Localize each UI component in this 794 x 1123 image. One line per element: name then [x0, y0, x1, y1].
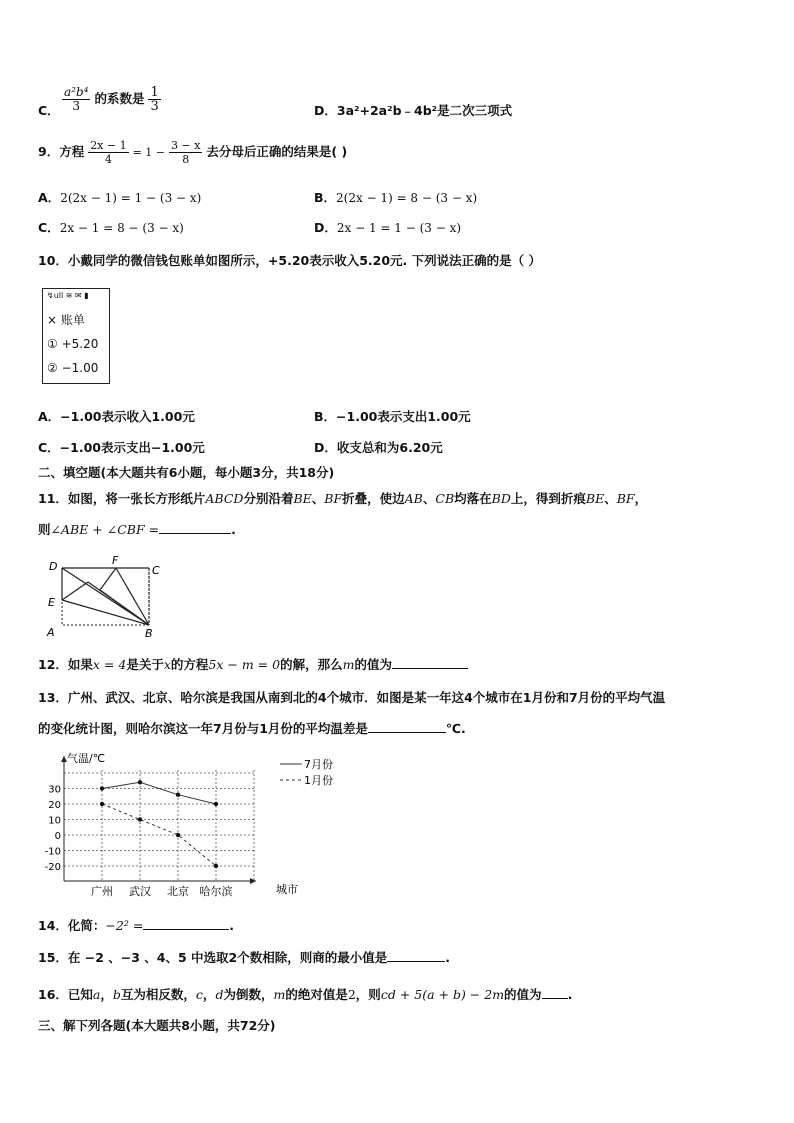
data-point	[214, 864, 218, 868]
q14-answer-blank[interactable]	[143, 929, 229, 930]
label-b: B	[145, 627, 153, 640]
legend-label: 7月份	[304, 758, 333, 771]
q11-line2: 则∠ABE + ∠CBF = .	[38, 522, 236, 537]
section3-heading: 三、解下列各题(本大题共8小题，共72分)	[38, 1018, 276, 1033]
q8-option-d: D．3a²+2a²b﹣4b²是二次三项式	[314, 103, 513, 118]
y-tick-label: 20	[48, 800, 61, 811]
q16-stem: 16．已知a，b互为相反数，c，d为倒数，m的绝对值是2，则cd + 5(a + b) − 2m的值为 .	[38, 987, 573, 1002]
q9-fraction1-denominator: 4	[104, 153, 112, 166]
legend-label: 1月份	[304, 774, 333, 787]
x-axis-label: 城市	[276, 883, 298, 896]
q10-option-d: D．收支总和为6.20元	[314, 440, 443, 455]
q8-option-c	[62, 86, 161, 113]
q8-d-text: 3a²+2a²b﹣4b²是二次三项式	[336, 103, 513, 118]
q9-fraction2-denominator: 8	[182, 153, 190, 166]
y-tick-label: -20	[44, 862, 61, 873]
q13-answer-blank[interactable]	[368, 732, 446, 733]
label-c: C	[152, 564, 160, 577]
y-tick-label: 0	[54, 831, 61, 842]
x-tick-label: 广州	[91, 885, 113, 898]
y-axis-label: 气温/℃	[67, 752, 106, 765]
y-tick-label: -10	[44, 846, 61, 858]
data-point	[100, 802, 104, 806]
wallet-item-expense: ② −1.00	[47, 361, 99, 375]
data-point	[214, 802, 218, 806]
wallet-bill-figure	[42, 288, 110, 384]
q10-option-c: C．−1.00表示支出−1.00元	[38, 440, 205, 455]
x-axis-arrow	[250, 878, 256, 884]
x-tick-label: 武汉	[129, 885, 151, 898]
data-point	[138, 817, 142, 821]
q9-fraction2-numerator: 3 − x	[171, 139, 201, 152]
q13-line2: 的变化统计图，则哈尔滨这一年7月份与1月份的平均温差是 ℃.	[38, 721, 466, 736]
q8-c-value-numerator: 1	[150, 85, 159, 100]
q11-answer-blank[interactable]	[159, 533, 231, 534]
q10-option-a: A．−1.00表示收入1.00元	[38, 409, 195, 424]
q11-line1: 11．如图，将一张长方形纸片ABCD分别沿着BE、BF折叠，使边AB、CB均落在BD上，得到折痕BE、BF，	[38, 491, 648, 506]
q8-c-text: 的系数是	[94, 91, 145, 106]
series-line-1	[102, 782, 216, 804]
q8-c-fraction-denominator: 3	[72, 99, 81, 113]
q13-line1: 13．广州、武汉、北京、哈尔滨是我国从南到北的4个城市．如图是某一年这4个城市在1月份和7月份的平均气温	[38, 690, 666, 705]
crease-be	[62, 600, 149, 625]
q9-option-c: C．2x − 1 = 8 − (3 − x)	[38, 220, 184, 235]
y-tick-label: 10	[48, 815, 61, 827]
x-tick-label: 北京	[167, 885, 189, 898]
data-point	[176, 793, 180, 797]
q8-option-c-label: C．	[38, 103, 60, 118]
data-point	[176, 833, 180, 837]
data-point	[100, 786, 104, 790]
wallet-status-bar: ↯ull ≋ ✉ ▮	[47, 291, 89, 300]
q8-c-fraction-numerator: a²b⁴	[64, 85, 89, 99]
label-a: A	[47, 626, 55, 639]
y-tick-label: 30	[48, 784, 61, 796]
q12-answer-blank[interactable]	[392, 668, 468, 669]
q15-stem: 15．在 −2 、−3 、4、5 中选取2个数相除，则商的最小值是 .	[38, 950, 450, 965]
q16-answer-blank[interactable]	[542, 998, 568, 999]
x-tick-label: 哈尔滨	[199, 885, 233, 898]
label-e: E	[48, 596, 55, 609]
q9-option-b: B．2(2x − 1) = 8 − (3 − x)	[314, 190, 478, 205]
q15-answer-blank[interactable]	[387, 961, 445, 962]
section2-heading: 二、填空题(本大题共有6小题，每小题3分，共18分)	[38, 465, 335, 480]
q11-fold-diagram	[40, 556, 170, 640]
label-f: F	[112, 554, 119, 567]
q14-stem: 14．化简：−2² = .	[38, 918, 235, 933]
wallet-title: × 账单	[47, 313, 85, 327]
q9-fraction1-numerator: 2x − 1	[90, 139, 127, 152]
label-d: D	[49, 560, 58, 573]
q8-c-value-denominator: 3	[150, 99, 159, 114]
q10-stem: 10．小戴同学的微信钱包账单如图所示，+5.20表示收入5.20元. 下列说法正确的是（ ）	[38, 253, 542, 268]
q9-option-d: D．2x − 1 = 1 − (3 − x)	[314, 220, 462, 235]
q9-stem: 9．方程 $\frac{2x - 1}{4}$ = 1 − $\frac{3 - x}{8}$ 去分母后正确的结果是( )	[38, 139, 348, 166]
wallet-item-income: ① +5.20	[47, 337, 99, 351]
temperature-line-chart	[34, 748, 333, 900]
q9-option-a: A．2(2x − 1) = 1 − (3 − x)	[38, 190, 202, 205]
q10-option-b: B．−1.00表示支出1.00元	[314, 409, 471, 424]
series-line-2	[102, 804, 216, 866]
data-point	[138, 780, 142, 784]
q12-stem: 12．如果x = 4是关于x的方程5x − m = 0的解，那么m的值为	[38, 655, 468, 673]
